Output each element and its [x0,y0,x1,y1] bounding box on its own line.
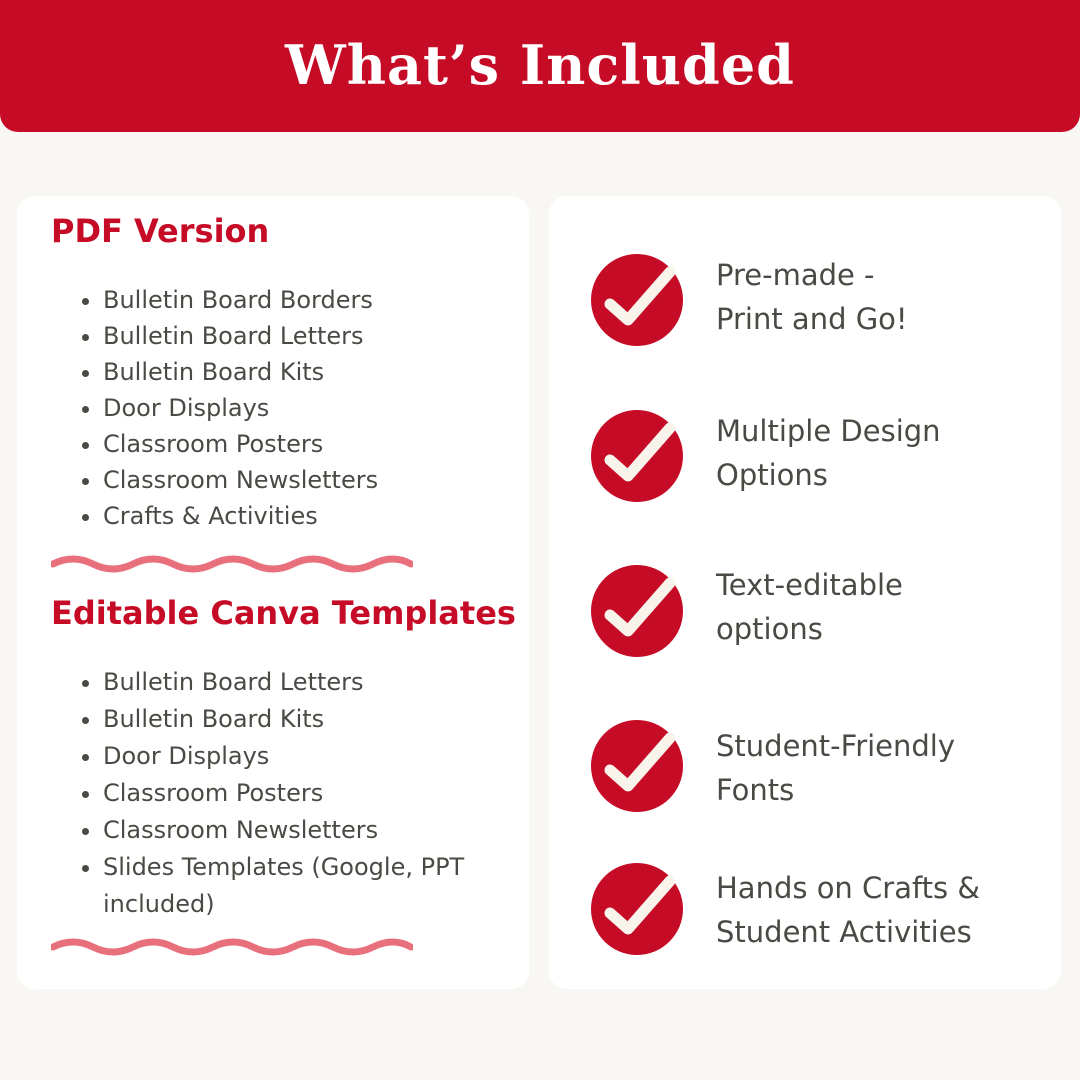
list-item: • Classroom Posters [103,426,378,462]
list-item: • Bulletin Board Letters [103,664,503,701]
wave-divider [51,553,413,575]
pdf-items-list [69,282,378,534]
features-card [549,196,1061,989]
feature-text: Hands on Crafts & Student Activities [716,871,980,949]
feature-text: Multiple Design Options [716,414,941,492]
check-circle-icon [591,565,683,657]
wave-divider [51,936,413,958]
list-item: • Bulletin Board Borders [103,282,378,318]
feature-item [591,410,1051,502]
feature-text: Pre-made - Print and Go! [716,258,908,336]
list-item: • Classroom Newsletters [103,812,503,849]
list-item: • Crafts & Activities [103,498,378,534]
list-item: • Door Displays [103,738,503,775]
check-circle-icon [591,254,683,346]
feature-item [591,720,1051,812]
feature-text: Student-Friendly Fonts [716,729,956,807]
feature-text: Text-editable options [716,568,903,646]
header-banner [0,0,1080,132]
canva-section-title: Editable Canva Templates [51,594,516,632]
feature-item [591,863,1051,955]
list-item: • Slides Templates (Google, PPT included) [103,849,503,923]
check-circle-icon [591,720,683,812]
check-circle-icon [591,410,683,502]
pdf-section-title: PDF Version [51,212,270,250]
feature-item [591,254,1051,346]
page-title: What’s Included [285,33,795,97]
list-item: • Bulletin Board Kits [103,354,378,390]
canva-items-list [69,664,503,923]
list-item: • Classroom Newsletters [103,462,378,498]
list-item: • Bulletin Board Kits [103,701,503,738]
list-item: • Classroom Posters [103,775,503,812]
list-item: • Door Displays [103,390,378,426]
list-item: • Bulletin Board Letters [103,318,378,354]
included-items-card [17,196,529,989]
check-circle-icon [591,863,683,955]
feature-item [591,565,1051,657]
